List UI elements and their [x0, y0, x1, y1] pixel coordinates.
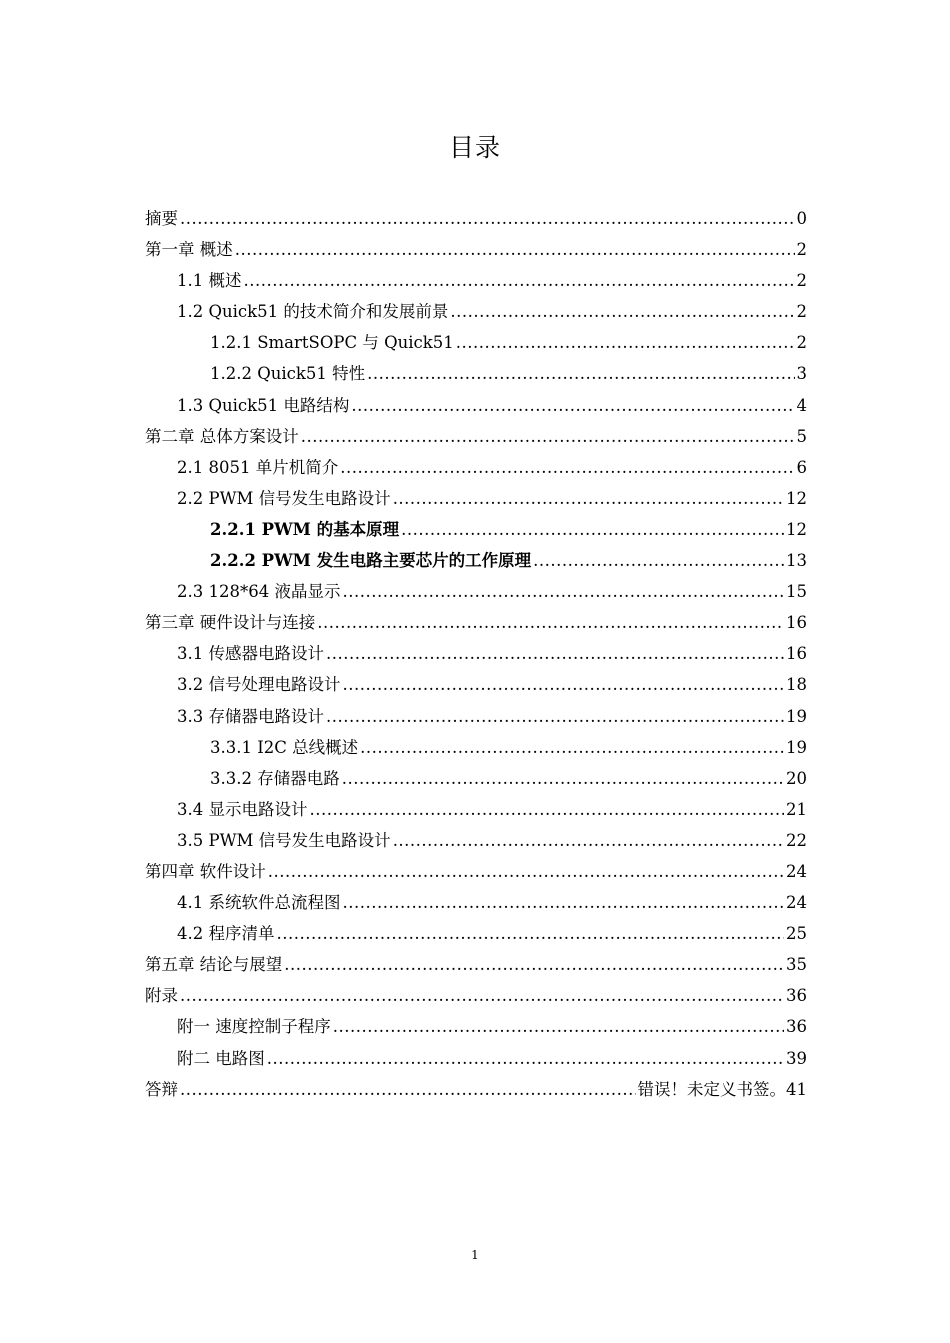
toc-entry-page: 19 [786, 737, 807, 757]
toc-dot-leader [235, 234, 795, 265]
toc-dot-leader [284, 949, 784, 980]
toc-entry[interactable] [145, 949, 807, 980]
toc-entry-title: 1.1 概述 [177, 271, 242, 291]
toc-entry-page: 20 [786, 768, 807, 788]
toc-entry-title: 2.2.2 PWM 发生电路主要芯片的工作原理 [210, 551, 532, 571]
toc-entry[interactable] [145, 856, 807, 887]
toc-dot-leader [180, 980, 784, 1011]
toc-dot-leader [326, 701, 784, 732]
toc-entry-page: 4 [796, 395, 807, 415]
toc-dot-leader [340, 452, 794, 483]
toc-entry-page: 36 [786, 1017, 807, 1037]
toc-entry-page: 16 [786, 644, 807, 664]
toc-entry[interactable] [145, 980, 807, 1011]
toc-entry-title: 1.2.2 Quick51 特性 [210, 364, 366, 384]
toc-entry[interactable] [145, 825, 807, 856]
toc-entry[interactable] [145, 1043, 807, 1074]
toc-entry-title: 2.1 8051 单片机简介 [177, 457, 339, 477]
toc-entry-page: 24 [786, 893, 807, 913]
toc-entry-title: 第三章 硬件设计与连接 [145, 613, 316, 633]
toc-entry-page: 21 [786, 799, 807, 819]
toc-dot-leader [533, 545, 784, 576]
toc-dot-leader [333, 1011, 784, 1042]
toc-dot-leader [244, 265, 795, 296]
toc-dot-leader [301, 421, 795, 452]
toc-entry[interactable] [145, 296, 807, 327]
toc-entry-page: 6 [796, 457, 807, 477]
toc-entry[interactable] [145, 794, 807, 825]
toc-dot-leader [268, 856, 784, 887]
toc-entry-page: 25 [786, 924, 807, 944]
toc-entry-page: 0 [796, 209, 807, 228]
toc-entry-page: 22 [786, 830, 807, 850]
toc-dot-leader [450, 296, 794, 327]
toc-entry[interactable] [145, 1011, 807, 1042]
toc-entry-page: 35 [786, 955, 807, 975]
toc-entry-page: 24 [786, 861, 807, 881]
toc-entry-page: 39 [786, 1048, 807, 1068]
toc-entry[interactable] [145, 701, 807, 732]
toc-dot-leader [393, 825, 784, 856]
toc-entry-page: 错误！未定义书签。41 [637, 1079, 807, 1099]
toc-entry[interactable] [145, 576, 807, 607]
toc-dot-leader [367, 358, 794, 389]
toc-dot-leader [317, 607, 784, 638]
toc-entry-title: 3.1 传感器电路设计 [177, 644, 324, 664]
toc-entry-page: 18 [786, 675, 807, 695]
toc-dot-leader [343, 887, 785, 918]
toc-dot-leader [360, 732, 784, 763]
toc-entry-title: 2.3 128*64 液晶显示 [177, 582, 341, 602]
toc-entry-title: 第一章 概述 [145, 240, 233, 260]
toc-entry-page: 15 [786, 582, 807, 602]
toc-entry[interactable] [145, 669, 807, 700]
toc-entry-page: 16 [786, 613, 807, 633]
toc-entry-page: 36 [786, 986, 807, 1006]
toc-entry-page: 12 [786, 519, 807, 539]
toc-entry[interactable] [145, 234, 807, 265]
toc-entry-page: 12 [786, 488, 807, 508]
toc-dot-leader [342, 763, 784, 794]
toc-dot-leader [180, 203, 795, 234]
toc-entry[interactable] [145, 358, 807, 389]
toc-entry-page: 2 [796, 271, 807, 291]
toc-entry-title: 摘要 [145, 209, 178, 228]
toc-entry-title: 附录 [145, 986, 178, 1006]
toc-entry-title: 3.3 存储器电路设计 [177, 706, 324, 726]
page-number: 1 [471, 1248, 479, 1262]
toc-dot-leader [343, 669, 785, 700]
toc-entry[interactable] [145, 607, 807, 638]
toc-entry[interactable] [145, 203, 807, 234]
toc-entry-title: 1.2.1 SmartSOPC 与 Quick51 [210, 333, 454, 353]
toc-dot-leader [351, 390, 794, 421]
toc-dot-leader [267, 1043, 784, 1074]
toc-entry[interactable] [145, 545, 807, 576]
toc-entry-title: 2.2.1 PWM 的基本原理 [210, 519, 400, 539]
toc-entry-title: 第五章 结论与展望 [145, 955, 283, 975]
toc-entry[interactable] [145, 514, 807, 545]
toc-entry[interactable] [145, 887, 807, 918]
toc-entry-title: 附一 速度控制子程序 [177, 1017, 331, 1037]
toc-entry[interactable] [145, 390, 807, 421]
toc-entry-page: 2 [796, 333, 807, 353]
toc-entry[interactable] [145, 452, 807, 483]
toc-entry[interactable] [145, 421, 807, 452]
toc-entry-page: 19 [786, 706, 807, 726]
toc-entry-title: 1.2 Quick51 的技术简介和发展前景 [177, 302, 449, 322]
page-title: 目录 [448, 133, 501, 162]
toc-entry-title: 4.1 系统软件总流程图 [177, 893, 341, 913]
toc-entry[interactable] [145, 327, 807, 358]
toc-entry-title: 3.3.1 I2C 总线概述 [210, 737, 359, 757]
toc-entry[interactable] [145, 732, 807, 763]
toc-entry-title: 附二 电路图 [177, 1048, 265, 1068]
toc-dot-leader [310, 794, 785, 825]
toc-entry-title: 2.2 PWM 信号发生电路设计 [177, 488, 391, 508]
toc-dot-leader [342, 576, 784, 607]
toc-dot-leader [326, 638, 784, 669]
toc-entry-title: 第四章 软件设计 [145, 861, 266, 881]
toc-entry-title: 第二章 总体方案设计 [145, 426, 299, 446]
toc-entry-title: 3.2 信号处理电路设计 [177, 675, 341, 695]
toc-entry-page: 5 [796, 426, 807, 446]
toc-dot-leader [277, 918, 785, 949]
toc-dot-leader [456, 327, 795, 358]
toc-entry-title: 3.3.2 存储器电路 [210, 768, 340, 788]
toc-entry[interactable] [145, 265, 807, 296]
toc-entry-title: 4.2 程序清单 [177, 924, 275, 944]
toc-entry-page: 13 [786, 551, 807, 571]
table-of-contents [145, 203, 807, 1105]
toc-entry-page: 3 [796, 364, 807, 384]
toc-dot-leader [393, 483, 784, 514]
toc-entry[interactable] [145, 1074, 807, 1105]
toc-entry-title: 3.4 显示电路设计 [177, 799, 308, 819]
toc-entry[interactable] [145, 638, 807, 669]
toc-entry-title: 答辩 [145, 1079, 178, 1099]
toc-entry[interactable] [145, 763, 807, 794]
toc-entry[interactable] [145, 483, 807, 514]
toc-dot-leader [401, 514, 784, 545]
toc-entry[interactable] [145, 918, 807, 949]
toc-dot-leader [180, 1074, 636, 1105]
toc-entry-page: 2 [796, 240, 807, 260]
toc-entry-title: 3.5 PWM 信号发生电路设计 [177, 830, 391, 850]
toc-entry-page: 2 [796, 302, 807, 322]
toc-entry-title: 1.3 Quick51 电路结构 [177, 395, 350, 415]
